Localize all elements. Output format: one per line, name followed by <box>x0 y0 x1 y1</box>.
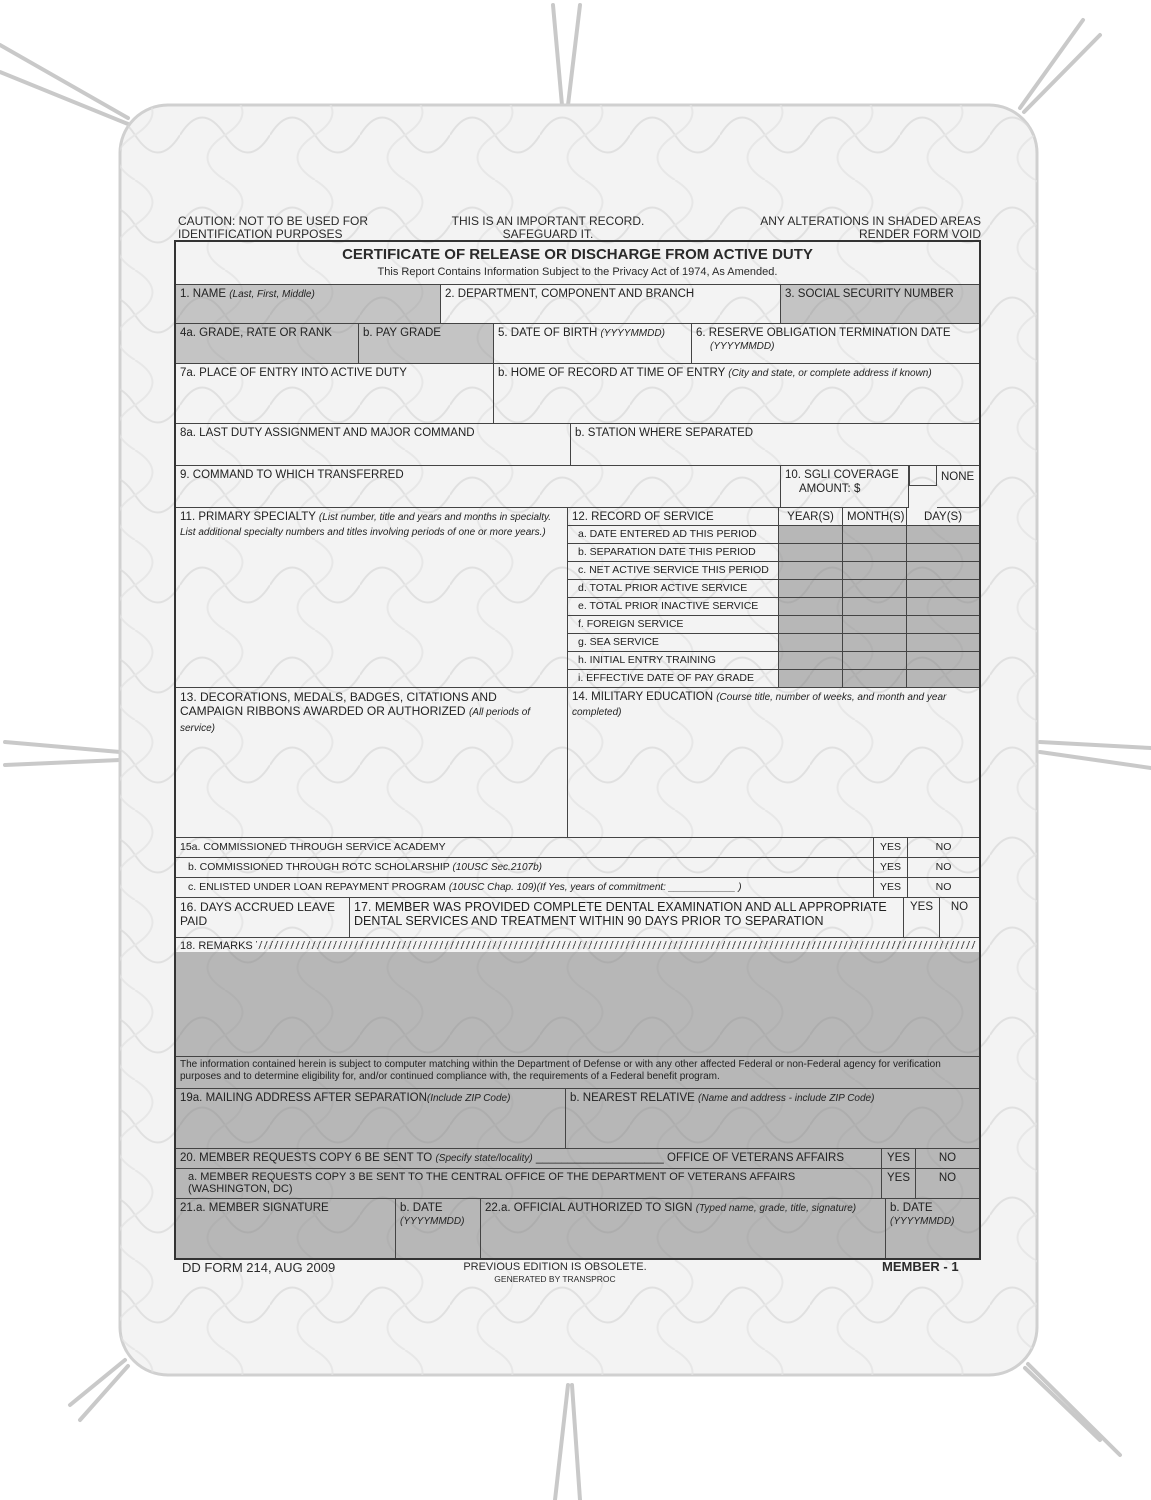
field-2-department[interactable]: 2. DEPARTMENT, COMPONENT AND BRANCH <box>441 284 781 324</box>
field-12-row-label: b. SEPARATION DATE THIS PERIOD <box>568 544 779 562</box>
field-17-dental: 17. MEMBER WAS PROVIDED COMPLETE DENTAL EXAMINATION AND ALL APPROPRIATE DENTAL SERVICES AND TREATMENT WITHIN 90 DAYS PRIOR TO SEPARATION <box>350 898 904 938</box>
field-22a-label: 22.a. OFFICIAL AUTHORIZED TO SIGN <box>485 1202 693 1214</box>
field-3-ssn[interactable]: 3. SOCIAL SECURITY NUMBER <box>781 284 979 324</box>
computer-matching-notice: The information contained herein is subject to computer matching within the Department of Defense or with any other affected Federal or non-Federal agency for verification purposes and to determine eligibility for, and/or continued compliance with, the requirements of a Federal benefit program. <box>176 1057 979 1089</box>
field-22b-date[interactable] <box>886 1199 979 1258</box>
field-12-row-cell[interactable] <box>907 544 979 562</box>
field-6-reserve-date[interactable] <box>692 324 979 364</box>
field-12-row-cell[interactable] <box>907 580 979 598</box>
field-12-row-label: d. TOTAL PRIOR ACTIVE SERVICE <box>568 580 779 598</box>
field-20a-yes[interactable]: YES <box>882 1169 916 1199</box>
field-21a-member-signature[interactable]: 21.a. MEMBER SIGNATURE <box>176 1199 396 1258</box>
form-title: CERTIFICATE OF RELEASE OR DISCHARGE FROM ACTIVE DUTY <box>342 246 813 263</box>
field-12-col-days: DAY(S) <box>907 508 979 526</box>
field-1-name[interactable] <box>176 284 441 324</box>
field-5-hint: (YYYYMMDD) <box>600 328 665 339</box>
field-15a-yes[interactable]: YES <box>874 838 908 858</box>
field-10-label: 10. SGLI COVERAGE <box>785 469 899 481</box>
field-12-row-cell[interactable] <box>907 526 979 544</box>
field-15c <box>176 878 874 898</box>
field-14-label: 14. MILITARY EDUCATION <box>572 691 714 703</box>
field-20-copy6[interactable]: 20. MEMBER REQUESTS COPY 6 BE SENT TO (Specify state/locality) ____________________ OFFICE OF VETERANS AFFAIRS <box>176 1149 882 1169</box>
field-12-row-cell[interactable] <box>779 526 843 544</box>
field-4a-grade[interactable]: 4a. GRADE, RATE OR RANK <box>176 324 359 364</box>
field-20-label: 20. MEMBER REQUESTS COPY 6 BE SENT TO <box>180 1152 433 1164</box>
field-19b-nearest-relative[interactable] <box>566 1089 979 1149</box>
field-12-row-cell[interactable] <box>907 598 979 616</box>
field-7a-place-of-entry[interactable]: 7a. PLACE OF ENTRY INTO ACTIVE DUTY <box>176 364 494 424</box>
field-11-specialty[interactable] <box>176 508 568 688</box>
field-22b-hint: (YYYYMMDD) <box>890 1216 955 1227</box>
field-12-row-cell[interactable] <box>779 562 843 580</box>
remarks-hatch <box>256 941 976 949</box>
form-id: DD FORM 214, AUG 2009 <box>182 1260 336 1275</box>
field-12-col-months: MONTH(S) <box>843 508 907 526</box>
field-19a-mailing-address[interactable] <box>176 1089 566 1149</box>
field-6-hint: (YYYYMMDD) <box>710 341 775 352</box>
field-12-row-cell[interactable] <box>843 580 907 598</box>
field-15b <box>176 858 874 878</box>
field-20-hint: (Specify state/locality) <box>435 1153 533 1164</box>
field-12-row-cell[interactable] <box>843 598 907 616</box>
field-14-military-education[interactable] <box>568 688 979 838</box>
field-1-label: 1. NAME <box>180 288 227 300</box>
field-12-row-cell[interactable] <box>779 652 843 670</box>
field-12-row-label: e. TOTAL PRIOR INACTIVE SERVICE <box>568 598 779 616</box>
field-19a-hint: (Include ZIP Code) <box>426 1093 511 1104</box>
field-15b-hint: (10USC Sec.2107b) <box>452 862 542 873</box>
field-12-row-cell[interactable] <box>779 598 843 616</box>
field-22a-hint: (Typed name, grade, title, signature) <box>695 1203 857 1214</box>
field-12-row-cell[interactable] <box>907 670 979 688</box>
field-12-row-cell[interactable] <box>843 526 907 544</box>
field-12-row-cell[interactable] <box>843 652 907 670</box>
field-13-label: 13. DECORATIONS, MEDALS, BADGES, CITATIONS AND CAMPAIGN RIBBONS AWARDED OR AUTHORIZED <box>180 690 497 718</box>
field-22b-label: b. DATE <box>890 1202 933 1214</box>
field-11-label: 11. PRIMARY SPECIALTY <box>180 511 316 523</box>
field-12-row-label: i. EFFECTIVE DATE OF PAY GRADE <box>568 670 779 688</box>
field-12-row-cell[interactable] <box>843 634 907 652</box>
field-14-hint: (Course title, number of weeks, and month and year completed) <box>572 692 947 718</box>
field-20-no[interactable]: NO <box>916 1149 979 1169</box>
field-5-label: 5. DATE OF BIRTH <box>498 327 598 339</box>
alterations-note: ANY ALTERATIONS IN SHADED AREAS RENDER FORM VOID <box>760 214 981 241</box>
dd214-form <box>174 240 981 1260</box>
field-12-row-cell[interactable] <box>843 562 907 580</box>
previous-edition-note: PREVIOUS EDITION IS OBSOLETE. <box>463 1261 647 1273</box>
field-17-yes[interactable]: YES <box>904 898 940 938</box>
field-19a-label: 19a. MAILING ADDRESS AFTER SEPARATION <box>180 1092 427 1104</box>
field-12-row-label: a. DATE ENTERED AD THIS PERIOD <box>568 526 779 544</box>
field-12-row-cell[interactable] <box>779 670 843 688</box>
copy-label: MEMBER - 1 <box>882 1259 959 1274</box>
field-15a: 15a. COMMISSIONED THROUGH SERVICE ACADEMY <box>176 838 874 858</box>
field-20-office: OFFICE OF VETERANS AFFAIRS <box>667 1152 845 1164</box>
field-7b-home-of-record[interactable] <box>494 364 979 424</box>
field-21b-label: b. DATE <box>400 1202 443 1214</box>
field-15a-no[interactable]: NO <box>908 838 979 858</box>
field-12-row-cell[interactable] <box>907 652 979 670</box>
field-15b-yes[interactable]: YES <box>874 858 908 878</box>
field-12-row-cell[interactable] <box>907 562 979 580</box>
field-12-row-cell[interactable] <box>907 616 979 634</box>
generated-by-note: GENERATED BY TRANSPROC <box>494 1274 616 1284</box>
field-12-row-cell[interactable] <box>843 670 907 688</box>
field-7b-hint: (City and state, or complete address if known) <box>728 368 932 379</box>
field-12-row-cell[interactable] <box>907 634 979 652</box>
field-20a-no[interactable]: NO <box>916 1169 979 1199</box>
field-15c-label: c. ENLISTED UNDER LOAN REPAYMENT PROGRAM <box>188 881 446 893</box>
field-9-command[interactable]: 9. COMMAND TO WHICH TRANSFERRED <box>176 466 781 508</box>
field-10-sgli[interactable] <box>781 466 909 508</box>
field-7b-label: b. HOME OF RECORD AT TIME OF ENTRY <box>498 367 726 379</box>
field-8a-last-duty[interactable]: 8a. LAST DUTY ASSIGNMENT AND MAJOR COMMAND <box>176 424 571 466</box>
field-15c-yes[interactable]: YES <box>874 878 908 898</box>
field-13-decorations[interactable] <box>176 688 568 838</box>
field-1-hint: (Last, First, Middle) <box>229 289 315 300</box>
field-15c-no[interactable]: NO <box>908 878 979 898</box>
field-12-row-cell[interactable] <box>779 580 843 598</box>
field-12-row-label: g. SEA SERVICE <box>568 634 779 652</box>
field-12-row-cell[interactable] <box>843 616 907 634</box>
field-10-amount: AMOUNT: $ <box>799 483 861 495</box>
field-12-col-years: YEAR(S) <box>779 508 843 526</box>
field-12-row-cell[interactable] <box>779 544 843 562</box>
field-12-record-label: 12. RECORD OF SERVICE <box>568 508 779 526</box>
caution-note: CAUTION: NOT TO BE USED FOR IDENTIFICATION PURPOSES <box>178 214 369 241</box>
field-12-row-label: h. INITIAL ENTRY TRAINING <box>568 652 779 670</box>
field-12-row-cell[interactable] <box>779 634 843 652</box>
field-8b-station[interactable]: b. STATION WHERE SEPARATED <box>571 424 979 466</box>
field-20a-copy3: a. MEMBER REQUESTS COPY 3 BE SENT TO THE CENTRAL OFFICE OF THE DEPARTMENT OF VETERANS AFFAIRS (WASHINGTON, DC) <box>176 1169 882 1199</box>
field-21b-date[interactable] <box>396 1199 481 1258</box>
privacy-act-subtitle: This Report Contains Information Subject to the Privacy Act of 1974, As Amended. <box>377 266 778 278</box>
field-18-remarks[interactable] <box>176 952 979 1057</box>
field-18-remarks-label: 18. REMARKS <box>180 940 253 952</box>
field-19b-label: b. NEAREST RELATIVE <box>570 1092 695 1104</box>
field-12-row-cell[interactable] <box>779 616 843 634</box>
field-22a-official[interactable] <box>481 1199 886 1258</box>
field-12-row-label: c. NET ACTIVE SERVICE THIS PERIOD <box>568 562 779 580</box>
field-6-label: 6. RESERVE OBLIGATION TERMINATION DATE <box>696 327 951 339</box>
field-4b-pay-grade[interactable]: b. PAY GRADE <box>359 324 494 364</box>
field-12-row-cell[interactable] <box>843 544 907 562</box>
field-11-hint: (List number, title and years and months in specialty. List additional specialty numbers and titles involving periods of one or more years.) <box>180 512 552 538</box>
field-17-no[interactable]: NO <box>940 898 979 938</box>
field-10-none-checkbox[interactable] <box>909 466 937 486</box>
important-record-note: THIS IS AN IMPORTANT RECORD. SAFEGUARD IT. <box>451 214 645 241</box>
field-13-hint: (All periods of service) <box>180 707 531 734</box>
field-5-dob[interactable] <box>494 324 692 364</box>
field-15c-hint: (10USC Chap. 109)(If Yes, years of commitment: ____________ ) <box>448 882 742 893</box>
field-19b-hint: (Name and address - include ZIP Code) <box>698 1093 875 1104</box>
field-21b-hint: (YYYYMMDD) <box>400 1216 465 1227</box>
field-10-none-label: NONE <box>937 466 979 508</box>
field-16-leave[interactable]: 16. DAYS ACCRUED LEAVE PAID <box>176 898 350 938</box>
field-20-yes[interactable]: YES <box>882 1149 916 1169</box>
field-15b-no[interactable]: NO <box>908 858 979 878</box>
field-12-row-label: f. FOREIGN SERVICE <box>568 616 779 634</box>
field-15b-label: b. COMMISSIONED THROUGH ROTC SCHOLARSHIP <box>188 861 450 873</box>
